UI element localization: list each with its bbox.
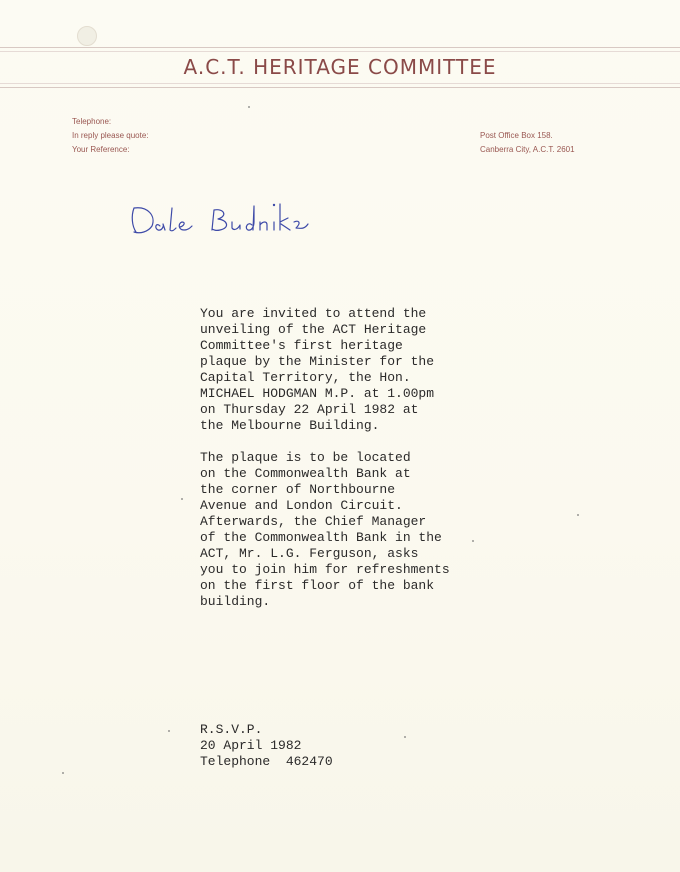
paper-speck [168,730,170,732]
your-reference-label: Your Reference: [72,145,130,154]
letterhead-title: A.C.T. HERITAGE COMMITTEE [183,55,497,79]
handwritten-name-signature [128,198,338,242]
text-line: unveiling of the ACT Heritage [200,322,427,337]
address-city: Canberra City, A.C.T. 2601 [480,145,575,154]
text-line: Capital Territory, the Hon. [200,370,411,385]
text-line: plaque by the Minister for the [200,354,435,369]
rsvp-telephone: Telephone 462470 [200,754,333,769]
text-line: Afterwards, the Chief Manager [200,514,427,529]
paper-speck [404,736,406,738]
text-line: on Thursday 22 April 1982 at [200,402,419,417]
paper-speck [472,540,474,542]
text-line: you to join him for refreshments [200,562,450,577]
punch-hole [77,26,97,46]
bottom-rule-inner [0,83,680,84]
rsvp-label: R.S.V.P. [200,722,263,737]
text-line: the corner of Northbourne [200,482,396,497]
text-line: Committee's first heritage [200,338,403,353]
bottom-rule [0,87,680,88]
rsvp-block [200,722,333,770]
top-rule-inner [0,51,680,52]
text-line: on the Commonwealth Bank at [200,466,411,481]
text-line: You are invited to attend the [200,306,427,321]
text-line: Avenue and London Circuit. [200,498,403,513]
text-line: of the Commonwealth Bank in the [200,530,442,545]
paper-speck [577,514,579,516]
text-line: the Melbourne Building. [200,418,380,433]
invitation-paragraph-1 [200,306,434,434]
address-po-box: Post Office Box 158. [480,131,553,140]
text-line: MICHAEL HODGMAN M.P. at 1.00pm [200,386,435,401]
paper-speck [181,498,183,500]
paper-speck [62,772,64,774]
telephone-label: Telephone: [72,117,112,126]
reply-quote-label: In reply please quote: [72,131,149,140]
letterhead-address [480,129,575,157]
text-line: ACT, Mr. L.G. Ferguson, asks [200,546,419,561]
rsvp-date: 20 April 1982 [200,738,302,753]
text-line: building. [200,594,271,609]
invitation-paragraph-2 [200,450,450,610]
text-line: on the first floor of the bank [200,578,435,593]
letterhead-left-fields [72,115,149,157]
text-line: The plaque is to be located [200,450,411,465]
paper-speck [248,106,250,108]
top-rule [0,47,680,48]
